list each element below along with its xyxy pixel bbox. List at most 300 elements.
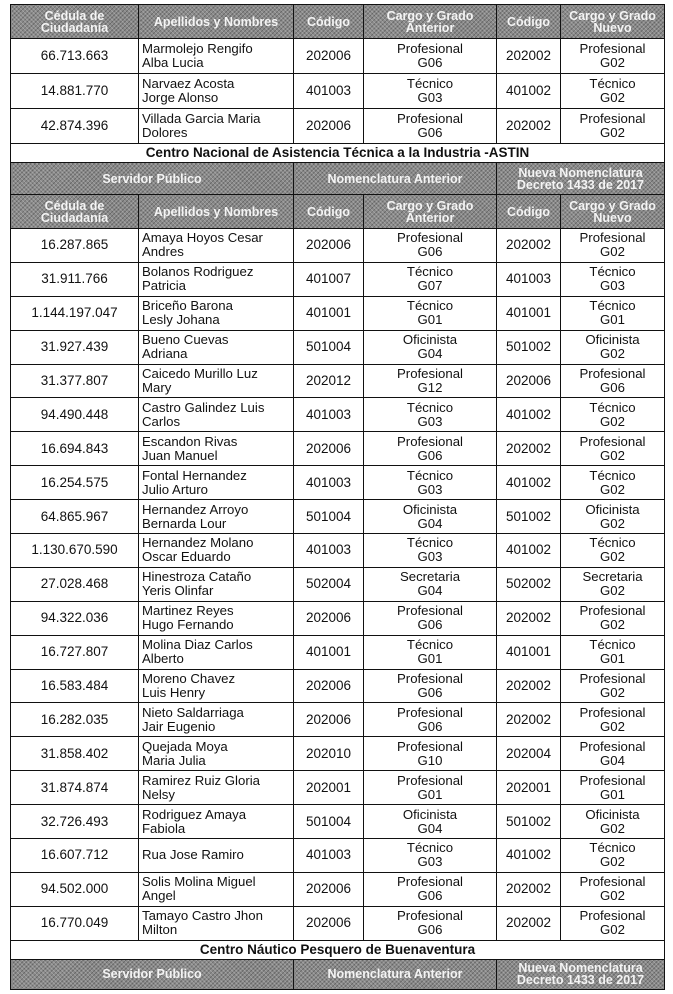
cargo-nuevo-cell [561,466,665,500]
header-cargo-nuevo: Cargo y Grado Nuevo [561,5,665,39]
nombre-cell-line1: Amaya Hoyos Cesar [142,230,263,246]
table-row [11,737,665,771]
cedula-cell: 14.881.770 [11,74,139,109]
cargo-anterior-cell-line2: G04 [417,346,443,362]
codigo-nuevo-cell: 202002 [497,229,561,263]
codigo-nuevo-cell: 202004 [497,737,561,771]
nombre-cell-line2: Yeris Olinfar [142,583,214,599]
cargo-nuevo-cell-line2: G01 [600,786,625,802]
header-apellidos: Apellidos y Nombres [139,5,294,39]
table-row [11,703,665,737]
nombre-cell [139,74,294,109]
cargo-nuevo-cell-line1: Técnico [589,467,636,483]
codigo-nuevo-cell: 202002 [497,872,561,906]
cargo-anterior-cell-line1: Profesional [397,230,463,246]
codigo-anterior-cell: 401003 [294,466,364,500]
cargo-anterior-cell-line1: Técnico [406,637,454,653]
nombre-cell-line1: Moreno Chavez [142,671,236,687]
header-cargo-anterior: Cargo y Grado Anterior [364,5,497,39]
table-row [11,500,665,534]
cargo-nuevo-cell [561,364,665,398]
cargo-anterior-cell [364,567,497,601]
codigo-nuevo-cell: 202006 [497,364,561,398]
cargo-anterior-cell-line2: G03 [417,481,443,497]
cargo-nuevo-cell-line2: G01 [600,312,625,328]
nombre-cell-line2: Milton [142,922,178,938]
cargo-nuevo-cell [561,109,665,144]
cargo-anterior-cell-line2: G06 [417,888,443,904]
header-codigo-nuevo: Código [497,5,561,39]
nombre-cell-line1: Marmolejo Rengifo [142,41,253,56]
nombre-cell-line2: Julio Arturo [142,481,208,497]
table-row [11,872,665,906]
cedula-cell: 1.130.670.590 [11,534,139,568]
group-servidor: Servidor Público [11,163,294,195]
cargo-anterior-cell [364,669,497,703]
nombre-cell [139,872,294,906]
codigo-anterior-cell: 502004 [294,567,364,601]
cargo-nuevo-cell-line2: G02 [600,583,625,599]
nombre-cell [139,398,294,432]
nombre-cell [139,906,294,940]
cargo-nuevo-cell-line2: G02 [600,854,625,870]
group-nueva-nomenclatura: Nueva Nomenclatura Decreto 1433 de 2017 [497,959,665,989]
header-codigo-nuevo: Código [497,195,561,229]
cargo-anterior-cell-line2: G10 [417,752,443,768]
cedula-cell: 94.502.000 [11,872,139,906]
nombre-cell-line2: Bernarda Lour [142,515,227,531]
cargo-nuevo-cell-line1: Profesional [579,41,646,56]
personnel-table [10,4,665,990]
codigo-nuevo-cell: 501002 [497,500,561,534]
cargo-nuevo-cell [561,771,665,805]
cargo-anterior-cell-line1: Oficinista [402,501,458,517]
cargo-anterior-cell-line2: G06 [417,244,443,260]
cargo-anterior-cell [364,737,497,771]
nombre-cell [139,534,294,568]
codigo-nuevo-cell: 202002 [497,906,561,940]
nombre-cell-line2: Jorge Alonso [142,90,219,105]
nombre-cell-line1: Briceño Barona [142,298,233,314]
cargo-anterior-cell [364,601,497,635]
nombre-cell [139,500,294,534]
cedula-cell: 16.770.049 [11,906,139,940]
table-row [11,567,665,601]
cargo-nuevo-cell-line1: Secretaria [582,569,643,585]
nombre-cell-line1: Hernandez Arroyo [142,501,249,517]
cargo-nuevo-cell-line1: Oficinista [585,806,640,822]
nombre-cell-line2: Adriana [142,346,188,362]
cargo-anterior-cell-line2: G01 [417,786,443,802]
nombre-cell-line1: Castro Galindez Luis [142,399,265,415]
cargo-anterior-cell-line2: G06 [417,922,443,938]
nombre-cell-line2: Hugo Fernando [142,617,234,633]
nombre-cell-line2: Dolores [142,125,188,140]
cargo-anterior-cell-line2: G04 [417,820,443,836]
cedula-cell: 16.287.865 [11,229,139,263]
column-header-row [11,5,665,39]
nombre-cell-line2: Maria Julia [142,752,206,768]
codigo-anterior-cell: 202012 [294,364,364,398]
codigo-nuevo-cell: 202002 [497,669,561,703]
cargo-nuevo-cell-line2: G06 [600,380,625,395]
codigo-nuevo-cell: 401002 [497,398,561,432]
cargo-nuevo-cell-line2: G02 [600,90,625,105]
cargo-anterior-cell [364,109,497,144]
cargo-anterior-cell-line2: G12 [417,380,443,395]
codigo-anterior-cell: 202006 [294,39,364,74]
cargo-nuevo-cell [561,737,665,771]
cargo-nuevo-cell-line2: G02 [600,922,625,938]
cargo-nuevo-cell [561,500,665,534]
nombre-cell-line2: Carlos [142,413,181,429]
cedula-cell: 16.694.843 [11,432,139,466]
cargo-anterior-cell-line2: G03 [417,413,443,429]
table-row [11,534,665,568]
nombre-cell-line2: Luis Henry [142,685,206,701]
codigo-anterior-cell: 202010 [294,737,364,771]
codigo-nuevo-cell: 401002 [497,534,561,568]
nombre-cell-line2: Nelsy [142,786,175,802]
codigo-nuevo-cell: 501002 [497,330,561,364]
cedula-cell: 16.254.575 [11,466,139,500]
codigo-anterior-cell: 202006 [294,601,364,635]
section-buenaventura-title: Centro Náutico Pesquero de Buenaventura [11,940,665,959]
cargo-anterior-cell-line2: G01 [417,651,443,667]
table-row [11,39,665,74]
cargo-anterior-cell-line1: Técnico [406,840,454,856]
group-nomenclatura-anterior: Nomenclatura Anterior [294,163,497,195]
nombre-cell [139,229,294,263]
table-row [11,398,665,432]
codigo-anterior-cell: 401007 [294,262,364,296]
cargo-nuevo-cell-line1: Profesional [579,230,646,246]
cargo-nuevo-cell [561,703,665,737]
cargo-nuevo-cell-line2: G04 [600,752,625,768]
codigo-nuevo-cell: 202002 [497,703,561,737]
cargo-nuevo-cell [561,74,665,109]
nombre-cell-line1: Fontal Hernandez [142,467,247,483]
group-header-row [11,163,665,195]
codigo-nuevo-cell: 502002 [497,567,561,601]
cargo-anterior-cell [364,500,497,534]
cargo-nuevo-cell [561,534,665,568]
cargo-anterior-cell [364,262,497,296]
cargo-anterior-cell-line2: G01 [417,312,443,328]
nombre-cell [139,771,294,805]
codigo-anterior-cell: 202006 [294,906,364,940]
cargo-anterior-cell-line2: G06 [417,685,443,701]
cargo-nuevo-cell-line2: G02 [600,481,625,497]
cargo-anterior-cell [364,432,497,466]
cedula-cell: 31.377.807 [11,364,139,398]
cargo-nuevo-cell-line2: G03 [600,278,625,294]
codigo-anterior-cell: 202006 [294,703,364,737]
codigo-nuevo-cell: 202002 [497,432,561,466]
section-buenaventura [11,940,665,959]
nombre-cell [139,567,294,601]
cargo-nuevo-cell-line2: G02 [600,125,625,140]
cargo-anterior-cell [364,805,497,839]
codigo-nuevo-cell: 202002 [497,109,561,144]
codigo-anterior-cell: 501004 [294,805,364,839]
cargo-nuevo-cell-line2: G02 [600,617,625,633]
codigo-anterior-cell: 202001 [294,771,364,805]
codigo-anterior-cell: 501004 [294,500,364,534]
cargo-nuevo-cell-line1: Oficinista [585,501,640,517]
cargo-anterior-cell [364,703,497,737]
cargo-anterior-cell-line2: G06 [417,617,443,633]
nombre-cell [139,330,294,364]
cargo-nuevo-cell-line1: Técnico [589,535,636,551]
cedula-cell: 42.874.396 [11,109,139,144]
table-row [11,229,665,263]
header-apellidos: Apellidos y Nombres [139,195,294,229]
cargo-anterior-cell-line2: G06 [417,447,443,463]
codigo-nuevo-cell: 202001 [497,771,561,805]
cargo-nuevo-cell-line2: G02 [600,549,625,565]
codigo-anterior-cell: 202006 [294,109,364,144]
nombre-cell [139,805,294,839]
codigo-nuevo-cell: 501002 [497,805,561,839]
cargo-nuevo-cell [561,39,665,74]
cargo-nuevo-cell-line2: G02 [600,244,625,260]
codigo-anterior-cell: 401003 [294,398,364,432]
cargo-anterior-cell [364,229,497,263]
codigo-nuevo-cell: 401002 [497,74,561,109]
cargo-anterior-cell [364,296,497,330]
cargo-anterior-cell-line1: Profesional [397,704,463,720]
cedula-cell: 66.713.663 [11,39,139,74]
cargo-anterior-cell-line2: G06 [417,55,443,70]
nombre-cell-line1: Nieto Saldarriaga [142,704,244,720]
cedula-cell: 94.490.448 [11,398,139,432]
cargo-anterior-cell [364,534,497,568]
cargo-nuevo-cell [561,398,665,432]
nombre-cell [139,262,294,296]
cargo-anterior-cell-line2: G04 [417,515,443,531]
cargo-anterior-cell-line1: Oficinista [402,332,458,348]
cargo-anterior-cell-line2: G03 [417,854,443,870]
cargo-nuevo-cell-line2: G02 [600,718,625,734]
cargo-anterior-cell [364,39,497,74]
table-row [11,771,665,805]
table-row [11,601,665,635]
nombre-cell [139,466,294,500]
cargo-nuevo-cell [561,567,665,601]
cargo-anterior-cell [364,330,497,364]
codigo-anterior-cell: 401003 [294,839,364,873]
cargo-nuevo-cell-line1: Profesional [579,366,646,381]
nombre-cell-line2: Andres [142,244,184,260]
cargo-anterior-cell-line2: G03 [417,90,443,105]
nombre-cell-line1: Ramirez Ruiz Gloria [142,772,260,788]
nombre-cell-line1: Bolanos Rodriguez [142,264,254,280]
codigo-nuevo-cell: 401002 [497,839,561,873]
codigo-anterior-cell: 401003 [294,74,364,109]
cargo-anterior-cell [364,74,497,109]
cargo-anterior-cell-line2: G07 [417,278,443,294]
nombre-cell-line1: Tamayo Castro Jhon [142,908,263,924]
cargo-anterior-cell-line2: G06 [417,718,443,734]
cargo-anterior-cell [364,872,497,906]
cargo-nuevo-cell [561,262,665,296]
cargo-nuevo-cell-line1: Técnico [589,264,636,280]
cargo-nuevo-cell-line2: G02 [600,413,625,429]
cedula-cell: 31.927.439 [11,330,139,364]
codigo-anterior-cell: 401003 [294,534,364,568]
cargo-anterior-cell-line1: Técnico [406,399,454,415]
cargo-anterior-cell-line1: Profesional [397,41,463,56]
nombre-cell-line2: Oscar Eduardo [142,549,231,565]
cargo-anterior-cell [364,635,497,669]
cargo-nuevo-cell-line2: G02 [600,820,625,836]
cargo-anterior-cell [364,771,497,805]
cargo-nuevo-cell-line1: Técnico [589,637,636,653]
nombre-cell-line1: Escandon Rivas [142,433,238,449]
nombre-cell-line1: Hinestroza Cataño [142,569,252,585]
cargo-nuevo-cell [561,839,665,873]
header-cedula: Cédula de Ciudadanía [11,195,139,229]
cargo-anterior-cell-line1: Profesional [397,908,463,924]
cedula-cell: 31.874.874 [11,771,139,805]
cargo-nuevo-cell-line1: Técnico [589,76,636,91]
cargo-nuevo-cell-line1: Profesional [579,433,646,449]
table-row [11,330,665,364]
cargo-nuevo-cell [561,330,665,364]
table-row [11,466,665,500]
cargo-nuevo-cell-line2: G02 [600,55,625,70]
cargo-nuevo-cell-line2: G02 [600,346,625,362]
table-row [11,906,665,940]
nombre-cell-line2: Lesly Johana [142,312,220,328]
cedula-cell: 16.282.035 [11,703,139,737]
nombre-cell-line2: Jair Eugenio [142,718,216,734]
cedula-cell: 31.911.766 [11,262,139,296]
cargo-nuevo-cell-line1: Técnico [589,298,636,314]
table-row [11,805,665,839]
cedula-cell: 32.726.493 [11,805,139,839]
nombre-cell [139,703,294,737]
cargo-anterior-cell [364,398,497,432]
cargo-nuevo-cell-line1: Profesional [579,772,646,788]
cedula-cell: 1.144.197.047 [11,296,139,330]
cargo-anterior-cell-line1: Profesional [397,671,463,687]
codigo-anterior-cell: 401001 [294,635,364,669]
table-row [11,839,665,873]
cargo-anterior-cell-line2: G06 [417,125,443,140]
group-servidor: Servidor Público [11,959,294,989]
codigo-nuevo-cell: 202002 [497,601,561,635]
cargo-nuevo-cell-line1: Profesional [579,603,646,619]
header-cargo-anterior: Cargo y Grado Anterior [364,195,497,229]
codigo-anterior-cell: 202006 [294,229,364,263]
cargo-nuevo-cell [561,229,665,263]
cargo-anterior-cell-line1: Oficinista [402,806,458,822]
cedula-cell: 27.028.468 [11,567,139,601]
cargo-nuevo-cell [561,296,665,330]
nombre-cell-line1: Hernandez Molano [142,535,254,551]
cargo-nuevo-cell-line2: G02 [600,515,625,531]
nombre-cell-line1: Martinez Reyes [142,603,234,619]
group-header-row-2 [11,959,665,989]
cargo-anterior-cell-line1: Secretaria [399,569,461,585]
codigo-nuevo-cell: 401001 [497,635,561,669]
cargo-nuevo-cell-line1: Profesional [579,738,646,754]
codigo-nuevo-cell: 401002 [497,466,561,500]
cedula-cell: 16.607.712 [11,839,139,873]
nombre-cell-line1: Rodriguez Amaya [142,806,247,822]
section-astin [11,144,665,163]
cargo-anterior-cell-line1: Profesional [397,738,463,754]
cargo-anterior-cell-line1: Técnico [406,298,454,314]
nombre-cell-line2: Fabiola [142,820,186,836]
table-row [11,635,665,669]
header-codigo: Código [294,5,364,39]
cargo-nuevo-cell [561,601,665,635]
cargo-anterior-cell-line1: Profesional [397,603,463,619]
cedula-cell: 94.322.036 [11,601,139,635]
codigo-nuevo-cell: 401003 [497,262,561,296]
nombre-cell [139,364,294,398]
nombre-cell-line1: Caicedo Murillo Luz [142,366,258,381]
cargo-anterior-cell-line1: Profesional [397,772,463,788]
cargo-nuevo-cell [561,805,665,839]
cargo-nuevo-cell-line1: Profesional [579,704,646,720]
cargo-anterior-cell [364,466,497,500]
cargo-nuevo-cell-line1: Profesional [579,111,646,126]
nombre-cell [139,601,294,635]
cargo-anterior-cell [364,906,497,940]
table-row [11,109,665,144]
nombre-cell [139,296,294,330]
cargo-nuevo-cell-line1: Profesional [579,671,646,687]
nombre-cell-line1: Molina Diaz Carlos [142,637,253,653]
cargo-anterior-cell-line1: Profesional [397,433,463,449]
table-row [11,262,665,296]
cargo-nuevo-cell [561,669,665,703]
codigo-anterior-cell: 202006 [294,872,364,906]
codigo-nuevo-cell: 202002 [497,39,561,74]
cargo-nuevo-cell [561,872,665,906]
cedula-cell: 64.865.967 [11,500,139,534]
nombre-cell-line1: Rua Jose Ramiro [142,847,244,863]
cargo-anterior-cell-line1: Profesional [397,111,463,126]
table-row [11,364,665,398]
cargo-nuevo-cell [561,906,665,940]
nombre-cell [139,839,294,873]
column-header-row [11,195,665,229]
cargo-nuevo-cell-line1: Técnico [589,840,636,856]
nombre-cell-line2: Juan Manuel [142,447,218,463]
cedula-cell: 16.727.807 [11,635,139,669]
nombre-cell [139,635,294,669]
cargo-nuevo-cell-line2: G02 [600,447,625,463]
cargo-anterior-cell-line2: G04 [417,583,443,599]
table-row [11,296,665,330]
cargo-anterior-cell-line1: Técnico [406,467,454,483]
nombre-cell-line1: Narvaez Acosta [142,76,235,91]
nombre-cell [139,669,294,703]
cargo-nuevo-cell-line2: G02 [600,888,625,904]
cargo-anterior-cell-line1: Técnico [406,76,454,91]
codigo-nuevo-cell: 401001 [497,296,561,330]
header-cedula: Cédula de Ciudadanía [11,5,139,39]
codigo-anterior-cell: 401001 [294,296,364,330]
cedula-cell: 31.858.402 [11,737,139,771]
cargo-anterior-cell-line1: Profesional [397,874,463,890]
nombre-cell-line2: Alba Lucia [142,55,204,70]
